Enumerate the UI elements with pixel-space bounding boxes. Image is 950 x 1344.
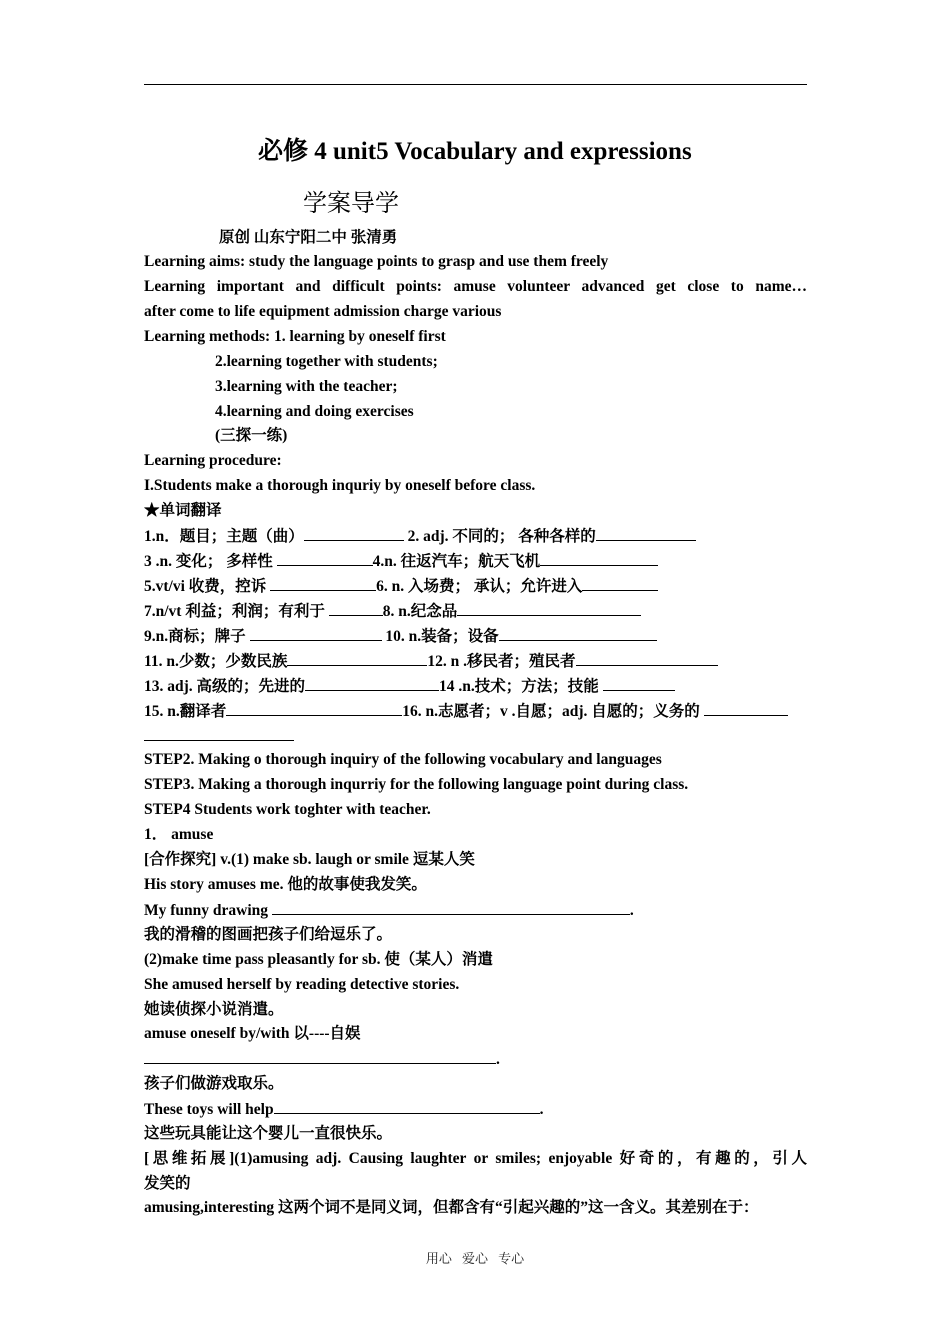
answer-blank[interactable] <box>144 1049 496 1064</box>
vocab-item-8: 8. n.纪念品 <box>382 603 458 620</box>
step-3: STEP3. Making a thorough inqurriy for the following language point during class. <box>144 776 689 793</box>
step-1: I.Students make a thorough inquriy by oneself before class. <box>144 477 536 494</box>
step-4: STEP4 Students work toghter with teacher. <box>144 801 431 818</box>
answer-blank[interactable] <box>287 651 427 666</box>
vocab-item-7: 7.n/vt 利益；利润；有利于 <box>144 603 329 620</box>
vocab-item-12: 12. n .移民者；殖民者 <box>427 653 576 670</box>
answer-blank[interactable] <box>576 651 718 666</box>
example-5-chinese: 这些玩具能让这个婴儿一直很快乐。 <box>144 1125 393 1142</box>
page-title: 必修 4 unit5 Vocabulary and expressions <box>258 138 692 165</box>
example-4-chinese: 孩子们做游戏取乐。 <box>144 1075 284 1092</box>
item-1-amuse: 1． amuse <box>144 826 214 843</box>
answer-blank[interactable] <box>274 1099 540 1114</box>
vocab-item-6: 6. n. 入场费； 承认；允许进入 <box>376 578 583 595</box>
vocab-item-10: 10. n.装备；设备 <box>381 628 499 645</box>
vocab-row-4 <box>144 601 641 622</box>
vocab-row-1 <box>144 526 696 547</box>
vocab-item-2: 2. adj. 不同的； 各种各样的 <box>403 528 596 545</box>
step-2: STEP2. Making o thorough inquiry of the following vocabulary and languages <box>144 751 662 768</box>
answer-blank[interactable] <box>250 626 382 641</box>
example-5 <box>144 1099 543 1120</box>
answer-blank[interactable] <box>603 676 675 691</box>
answer-blank[interactable] <box>304 526 404 541</box>
vocab-row-8 <box>144 701 788 722</box>
answer-blank[interactable] <box>270 576 376 591</box>
vocab-item-15: 15. n.翻译者 <box>144 703 227 720</box>
vocab-item-5: 5.vt/vi 收费，控诉 <box>144 578 271 595</box>
learning-methods-2: 2.learning together with students; <box>215 353 438 370</box>
vocab-item-9: 9.n.商标；牌子 <box>144 628 250 645</box>
example-5-prefix: These toys will help <box>144 1101 274 1118</box>
answer-blank[interactable] <box>144 726 294 741</box>
author-line: 原创 山东宁阳二中 张清勇 <box>219 229 398 246</box>
vocab-item-11: 11. n.少数；少数民族 <box>144 653 288 670</box>
example-1: His story amuses me. 他的故事使我发笑。 <box>144 876 427 893</box>
answer-blank[interactable] <box>499 626 657 641</box>
answer-blank[interactable] <box>704 701 788 716</box>
vocab-row-3 <box>144 576 658 597</box>
vocab-item-14: 14 .n.技术；方法；技能 <box>439 678 603 695</box>
answer-blank[interactable] <box>226 701 402 716</box>
learning-aims: Learning aims: study the language points to grasp and use them freely <box>144 253 609 270</box>
example-2-prefix: My funny drawing <box>144 902 272 919</box>
answer-blank[interactable] <box>272 900 630 915</box>
answer-blank[interactable] <box>457 601 641 616</box>
vocab-row-8-continued <box>144 726 294 747</box>
vocab-row-7 <box>144 676 675 697</box>
answer-blank[interactable] <box>596 526 696 541</box>
phrase-amuse-oneself: amuse oneself by/with 以----自娱 <box>144 1025 361 1042</box>
vocab-row-2 <box>144 551 658 572</box>
extension-line-1: [思维拓展](1)amusing adj. Causing laughter or smiles; enjoyable 好奇的，有趣的，引人 <box>144 1150 807 1167</box>
learning-points-line-1: Learning important and difficult points: amuse volunteer advanced get close to name… <box>144 278 807 295</box>
learning-methods-4: 4.learning and doing exercises <box>215 403 414 420</box>
vocab-item-4: 4.n. 往返汽车；航天飞机 <box>372 553 541 570</box>
vocab-row-5 <box>144 626 657 647</box>
vocab-item-1: 1.n．题目；主题（曲） <box>144 528 304 545</box>
page-subtitle: 学案导学 <box>303 189 399 217</box>
period: . <box>629 902 634 919</box>
vocab-item-16: 16. n.志愿者；v .自愿；adj. 自愿的；义务的 <box>402 703 704 720</box>
answer-blank[interactable] <box>582 576 658 591</box>
comparison-note: amusing,interesting 这两个词不是同义词，但都含有“引起兴趣的”这一含义。其差别在于： <box>144 1199 759 1216</box>
example-4 <box>144 1049 500 1070</box>
page-footer: 用心 爱心 专心 <box>425 1252 525 1267</box>
coop-explore: [合作探究] v.(1) make sb. laugh or smile 逗某人笑 <box>144 851 475 868</box>
vocab-heading: ★单词翻译 <box>144 502 222 519</box>
learning-points-line-2: after come to life equipment admission charge various <box>144 303 502 320</box>
vocab-row-6 <box>144 651 718 672</box>
vocab-item-3: 3 .n. 变化； 多样性 <box>144 553 277 570</box>
example-2 <box>144 900 634 921</box>
example-3: She amused herself by reading detective stories. <box>144 976 460 993</box>
learning-methods-5: (三探一练) <box>215 427 288 444</box>
sense-2: (2)make time pass pleasantly for sb. 使（某人）消遣 <box>144 951 493 968</box>
answer-blank[interactable] <box>329 601 383 616</box>
extension-line-2: 发笑的 <box>144 1175 191 1192</box>
answer-blank[interactable] <box>305 676 439 691</box>
learning-methods-1: Learning methods: 1. learning by oneself first <box>144 328 446 345</box>
answer-blank[interactable] <box>540 551 658 566</box>
top-rule <box>144 84 807 85</box>
learning-procedure: Learning procedure: <box>144 452 282 469</box>
period: . <box>496 1051 500 1068</box>
vocab-item-13: 13. adj. 高级的；先进的 <box>144 678 306 695</box>
period: . <box>539 1101 544 1118</box>
example-3-chinese: 她读侦探小说消遣。 <box>144 1001 284 1018</box>
answer-blank[interactable] <box>277 551 373 566</box>
example-2-chinese: 我的滑稽的图画把孩子们给逗乐了。 <box>144 926 393 943</box>
learning-methods-3: 3.learning with the teacher; <box>215 378 398 395</box>
